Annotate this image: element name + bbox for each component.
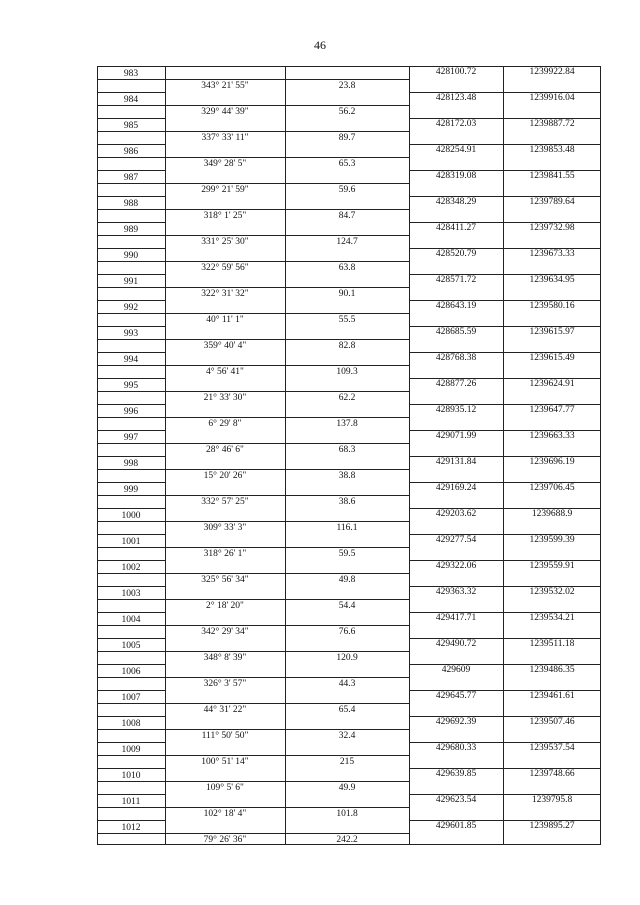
row-divider: [97, 274, 165, 275]
x-coordinate: 429203.62: [435, 509, 477, 519]
y-coordinate: 1239511.18: [529, 639, 575, 649]
direction-angle: 329° 44' 39": [201, 107, 249, 117]
row-divider: [97, 326, 165, 327]
row-divider: [97, 768, 165, 769]
direction-angle: 111° 50' 50": [201, 731, 249, 741]
point-number: 988: [123, 199, 139, 209]
direction-angle: 44° 31' 22": [203, 705, 247, 715]
point-number: 992: [123, 303, 139, 313]
y-coordinate: 1239559.91: [529, 561, 575, 571]
segment-length: 56.2: [338, 107, 356, 117]
y-coordinate: 1239853.48: [529, 145, 575, 155]
direction-angle: 6° 29' 8": [208, 419, 242, 429]
segment-length: 215: [339, 757, 355, 767]
segment-length: 23.8: [338, 81, 356, 91]
y-coordinate: 1239841.55: [529, 171, 575, 181]
point-number: 1006: [121, 667, 141, 677]
y-coordinate: 1239663.33: [529, 431, 575, 441]
x-coordinate: 429609: [441, 665, 471, 675]
x-coordinate: 428411.27: [435, 223, 477, 233]
y-coordinate: 1239507.46: [529, 717, 575, 727]
x-coordinate: 429623.54: [435, 795, 477, 805]
x-coordinate: 428685.59: [435, 327, 477, 337]
row-divider: [97, 794, 165, 795]
point-number: 997: [123, 433, 139, 443]
x-coordinate: 429322.06: [435, 561, 477, 571]
x-coordinate: 428123.48: [435, 93, 477, 103]
row-divider: [97, 820, 165, 821]
page-number: 46: [314, 38, 326, 52]
x-coordinate: 429645.77: [435, 691, 477, 701]
row-divider: [97, 664, 165, 665]
point-number: 1005: [121, 641, 141, 651]
point-number: 1002: [121, 563, 141, 573]
segment-length: 49.8: [338, 575, 356, 585]
x-coordinate: 428935.12: [435, 405, 477, 415]
point-number: 1003: [121, 589, 141, 599]
row-divider: [97, 118, 165, 119]
y-coordinate: 1239461.61: [529, 691, 575, 701]
x-coordinate: 428571.72: [435, 275, 477, 285]
direction-angle: 21° 33' 30": [203, 393, 247, 403]
row-divider: [97, 404, 165, 405]
y-coordinate: 1239748.66: [529, 769, 575, 779]
point-number: 1004: [121, 615, 141, 625]
coordinates-table: [97, 66, 601, 845]
row-divider: [97, 638, 165, 639]
y-coordinate: 1239696.19: [529, 457, 575, 467]
point-number: 1000: [121, 511, 141, 521]
row-divider: [97, 716, 165, 717]
direction-angle: 79° 26' 36": [203, 835, 247, 845]
segment-length: 89.7: [338, 133, 356, 143]
direction-angle: 318° 26' 1": [203, 549, 247, 559]
direction-angle: 325° 56' 34": [201, 575, 249, 585]
point-number: 996: [123, 407, 139, 417]
row-divider: [97, 222, 165, 223]
segment-length: 109.3: [336, 367, 358, 377]
y-coordinate: 1239887.72: [529, 119, 575, 129]
x-coordinate: 429601.85: [435, 821, 477, 831]
point-number: 1007: [121, 693, 141, 703]
point-number: 994: [123, 355, 139, 365]
y-coordinate: 1239486.35: [529, 665, 575, 675]
point-number: 1011: [121, 797, 141, 807]
direction-angle: 109° 5' 6": [206, 783, 244, 793]
direction-angle: 337° 33' 11": [201, 133, 249, 143]
direction-angle: 2° 18' 20": [206, 601, 244, 611]
x-coordinate: 429169.24: [435, 483, 477, 493]
x-coordinate: 429363.32: [435, 587, 477, 597]
x-coordinate: 429490.72: [435, 639, 477, 649]
y-coordinate: 1239532.02: [529, 587, 575, 597]
segment-length: 38.8: [338, 471, 356, 481]
direction-angle: 343° 21' 55": [201, 81, 249, 91]
segment-length: 32.4: [338, 731, 356, 741]
segment-length: 101.8: [336, 809, 358, 819]
point-number: 995: [123, 381, 139, 391]
segment-length: 62.2: [338, 393, 356, 403]
segment-length: 54.4: [338, 601, 356, 611]
point-number: 1008: [121, 719, 141, 729]
row-divider: [97, 170, 165, 171]
y-coordinate: 1239624.91: [529, 379, 575, 389]
segment-length: 242.2: [336, 835, 358, 845]
y-coordinate: 1239537.54: [529, 743, 575, 753]
point-number: 1010: [121, 771, 141, 781]
direction-angle: 40° 11' 1": [206, 315, 244, 325]
segment-length: 120.9: [336, 653, 358, 663]
y-coordinate: 1239615.49: [529, 353, 575, 363]
row-divider: [97, 742, 165, 743]
y-coordinate: 1239634.95: [529, 275, 575, 285]
x-coordinate: 428520.79: [435, 249, 477, 259]
point-number: 998: [123, 459, 139, 469]
point-number: 984: [123, 95, 139, 105]
x-coordinate: 428348.29: [435, 197, 477, 207]
segment-length: 49.9: [338, 783, 356, 793]
x-coordinate: 429071.99: [435, 431, 477, 441]
segment-length: 124.7: [336, 237, 358, 247]
point-number: 1009: [121, 745, 141, 755]
direction-angle: 100° 51' 14": [201, 757, 249, 767]
x-coordinate: 428254.91: [435, 145, 477, 155]
y-coordinate: 1239599.39: [529, 535, 575, 545]
direction-angle: 15° 20' 26": [203, 471, 247, 481]
row-divider: [97, 508, 165, 509]
x-coordinate: 429131.84: [435, 457, 477, 467]
y-coordinate: 1239673.33: [529, 249, 575, 259]
row-divider: [97, 248, 165, 249]
point-number: 1001: [121, 537, 141, 547]
segment-length: 55.5: [338, 315, 356, 325]
segment-length: 116.1: [336, 523, 358, 533]
row-divider: [97, 612, 165, 613]
point-number: 1012: [121, 823, 141, 833]
x-coordinate: 429277.54: [435, 535, 477, 545]
segment-length: 90.1: [338, 289, 356, 299]
segment-length: 65.4: [338, 705, 356, 715]
x-coordinate: 428643.19: [435, 301, 477, 311]
row-divider: [97, 430, 165, 431]
x-coordinate: 428100.72: [435, 67, 477, 77]
y-coordinate: 1239580.16: [529, 301, 575, 311]
x-coordinate: 428768.38: [435, 353, 477, 363]
x-coordinate: 429680.33: [435, 743, 477, 753]
direction-angle: 342° 29' 34": [201, 627, 249, 637]
segment-length: 76.6: [338, 627, 356, 637]
row-divider: [97, 300, 165, 301]
y-coordinate: 1239732.98: [529, 223, 575, 233]
direction-angle: 332° 57' 25": [201, 497, 249, 507]
x-coordinate: 429417.71: [435, 613, 477, 623]
direction-angle: 322° 31' 32": [201, 289, 249, 299]
x-coordinate: 429692.39: [435, 717, 477, 727]
direction-angle: 318° 1' 25": [203, 211, 247, 221]
y-coordinate: 1239789.64: [529, 197, 575, 207]
row-divider: [97, 144, 165, 145]
x-coordinate: 428319.08: [435, 171, 477, 181]
row-divider: [97, 560, 165, 561]
point-number: 999: [123, 485, 139, 495]
point-number: 989: [123, 225, 139, 235]
direction-angle: 322° 59' 56": [201, 263, 249, 273]
row-divider: [97, 586, 165, 587]
row-divider: [97, 456, 165, 457]
direction-angle: 349° 28' 5": [203, 159, 247, 169]
row-divider: [97, 92, 165, 93]
segment-length: 38.6: [338, 497, 356, 507]
direction-angle: 102° 18' 4": [203, 809, 247, 819]
segment-length: 59.5: [338, 549, 356, 559]
segment-length: 63.8: [338, 263, 356, 273]
segment-length: 84.7: [338, 211, 356, 221]
segment-length: 137.8: [336, 419, 358, 429]
x-coordinate: 429639.85: [435, 769, 477, 779]
segment-length: 68.3: [338, 445, 356, 455]
x-coordinate: 428877.26: [435, 379, 477, 389]
point-number: 993: [123, 329, 139, 339]
point-number: 990: [123, 251, 139, 261]
point-number: 985: [123, 121, 139, 131]
y-coordinate: 1239916.04: [529, 93, 575, 103]
y-coordinate: 1239534.21: [529, 613, 575, 623]
segment-length: 44.3: [338, 679, 356, 689]
y-coordinate: 1239706.45: [529, 483, 575, 493]
row-divider: [97, 352, 165, 353]
y-coordinate: 1239922.84: [529, 67, 575, 77]
row-divider: [97, 482, 165, 483]
segment-length: 65.3: [338, 159, 356, 169]
y-coordinate: 1239647.77: [529, 405, 575, 415]
direction-angle: 28° 46' 6": [206, 445, 244, 455]
point-number: 991: [123, 277, 139, 287]
direction-angle: 331° 25' 30": [201, 237, 249, 247]
y-coordinate: 1239688.9: [531, 509, 573, 519]
row-divider: [97, 690, 165, 691]
direction-angle: 348° 8' 39": [203, 653, 247, 663]
point-number: 986: [123, 147, 139, 157]
row-divider: [97, 534, 165, 535]
point-number: 983: [123, 69, 139, 79]
row-divider: [97, 378, 165, 379]
segment-length: 82.8: [338, 341, 356, 351]
direction-angle: 4° 56' 41": [206, 367, 244, 377]
x-coordinate: 428172.03: [435, 119, 477, 129]
direction-angle: 326° 3' 57": [203, 679, 247, 689]
direction-angle: 309° 33' 3": [203, 523, 247, 533]
y-coordinate: 1239615.97: [529, 327, 575, 337]
direction-angle: 359° 40' 4": [203, 341, 247, 351]
row-divider: [97, 196, 165, 197]
y-coordinate: 1239795.8: [531, 795, 573, 805]
segment-length: 59.6: [338, 185, 356, 195]
direction-angle: 299° 21' 59": [201, 185, 249, 195]
point-number: 987: [123, 173, 139, 183]
y-coordinate: 1239895.27: [529, 821, 575, 831]
